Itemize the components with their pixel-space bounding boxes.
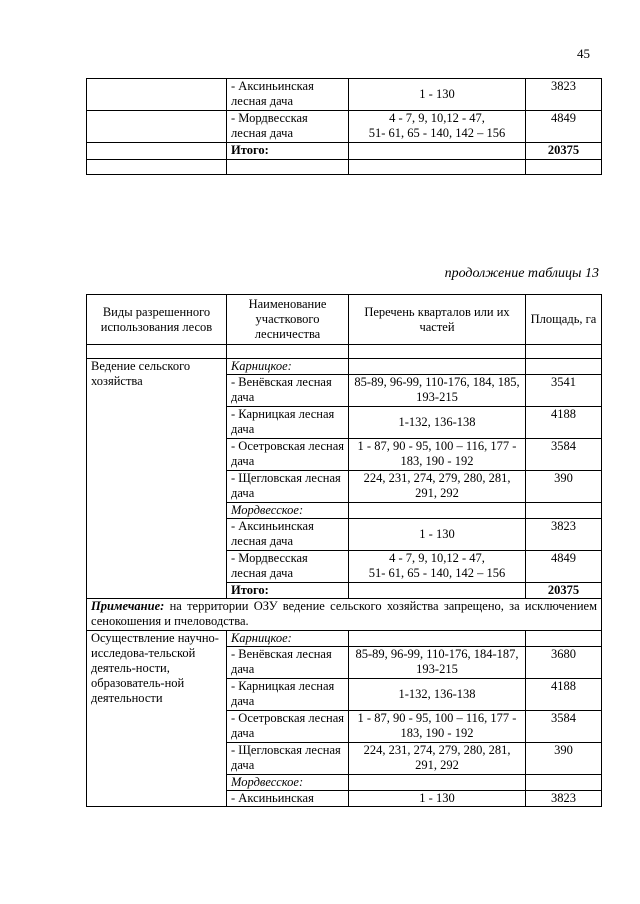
- header-forestry: Наименование участкового лесничества: [227, 295, 349, 345]
- page-number: 45: [577, 46, 590, 61]
- forestry-cell: - Аксиньинская лесная дача: [227, 519, 349, 551]
- total-label: Итого:: [227, 583, 349, 599]
- forestry-cell: - Щегловская лесная дача: [227, 743, 349, 775]
- quarters-cell: 1-132, 136-138: [349, 679, 526, 711]
- total-label: Итого:: [227, 143, 349, 160]
- quarters-cell: 85-89, 96-99, 110-176, 184-187, 193-215: [349, 647, 526, 679]
- area-cell: 4188: [526, 407, 602, 439]
- use-type-cell: Осуществление научно-исследова-тельской деятель-ности, образователь-ной деятельности: [87, 631, 227, 807]
- table-row-empty: [87, 160, 602, 175]
- total-value: 20375: [526, 143, 602, 160]
- header-row: [87, 295, 602, 345]
- table-row: [87, 359, 602, 375]
- total-row: [87, 143, 602, 160]
- forestry-cell: - Карницкая лесная дача: [227, 679, 349, 711]
- note-cell: [87, 599, 602, 631]
- area-cell: 3680: [526, 647, 602, 679]
- note-row: [87, 599, 602, 631]
- area-cell: 390: [526, 471, 602, 503]
- district-label: Мордвесское:: [227, 775, 349, 791]
- forestry-cell: - Щегловская лесная дача: [227, 471, 349, 503]
- area-cell: 4849: [526, 111, 602, 143]
- table-row: [87, 631, 602, 647]
- table-row: [87, 79, 602, 111]
- quarters-cell: 4 - 7, 9, 10,12 - 47, 51- 61, 65 - 140, 142 – 156: [349, 551, 526, 583]
- table-13: [86, 294, 602, 807]
- quarters-cell: 1 - 87, 90 - 95, 100 – 116, 177 - 183, 190 - 192: [349, 711, 526, 743]
- table-caption: продолжение таблицы 13: [444, 266, 599, 281]
- use-type-cell: Ведение сельского хозяйства: [87, 359, 227, 599]
- forestry-cell: - Аксиньинская лесная дача: [227, 79, 349, 111]
- quarters-cell: 85-89, 96-99, 110-176, 184, 185, 193-215: [349, 375, 526, 407]
- district-label: Мордвесское:: [227, 503, 349, 519]
- area-cell: 3823: [526, 791, 602, 807]
- note-label: Примечание:: [91, 599, 165, 613]
- quarters-cell: 224, 231, 274, 279, 280, 281, 291, 292: [349, 743, 526, 775]
- area-cell: 4188: [526, 679, 602, 711]
- forestry-cell: - Мордвесская лесная дача: [227, 551, 349, 583]
- quarters-cell: 1 - 130: [349, 791, 526, 807]
- area-cell: 3823: [526, 519, 602, 551]
- header-use: Виды разрешенного использования лесов: [87, 295, 227, 345]
- forestry-cell: - Осетровская лесная дача: [227, 439, 349, 471]
- forestry-cell: - Венёвская лесная дача: [227, 647, 349, 679]
- area-cell: 390: [526, 743, 602, 775]
- area-cell: 3584: [526, 711, 602, 743]
- area-cell: 3541: [526, 375, 602, 407]
- forestry-cell: - Аксиньинская: [227, 791, 349, 807]
- header-quarters: Перечень кварталов или их частей: [349, 295, 526, 345]
- quarters-cell: 1 - 87, 90 - 95, 100 – 116, 177 - 183, 190 - 192: [349, 439, 526, 471]
- note-text: на территории ОЗУ ведение сельского хозяйства запрещено, за исключением сенокошения и пчеловодства.: [91, 599, 597, 628]
- forestry-cell: - Мордвесская лесная дача: [227, 111, 349, 143]
- table-row-empty: [87, 345, 602, 359]
- table-row: [87, 111, 602, 143]
- area-cell: 3584: [526, 439, 602, 471]
- quarters-cell: 1-132, 136-138: [349, 407, 526, 439]
- area-cell: 4849: [526, 551, 602, 583]
- forestry-cell: - Карницкая лесная дача: [227, 407, 349, 439]
- quarters-cell: 4 - 7, 9, 10,12 - 47, 51- 61, 65 - 140, 142 – 156: [349, 111, 526, 143]
- district-label: Карницкое:: [227, 631, 349, 647]
- area-cell: 3823: [526, 79, 602, 111]
- quarters-cell: 224, 231, 274, 279, 280, 281, 291, 292: [349, 471, 526, 503]
- quarters-cell: 1 - 130: [349, 519, 526, 551]
- forestry-cell: - Осетровская лесная дача: [227, 711, 349, 743]
- quarters-cell: 1 - 130: [349, 79, 526, 111]
- table-continuation-top: [86, 78, 602, 175]
- forestry-cell: - Венёвская лесная дача: [227, 375, 349, 407]
- total-value: 20375: [526, 583, 602, 599]
- header-area: Площадь, га: [526, 295, 602, 345]
- district-label: Карницкое:: [227, 359, 349, 375]
